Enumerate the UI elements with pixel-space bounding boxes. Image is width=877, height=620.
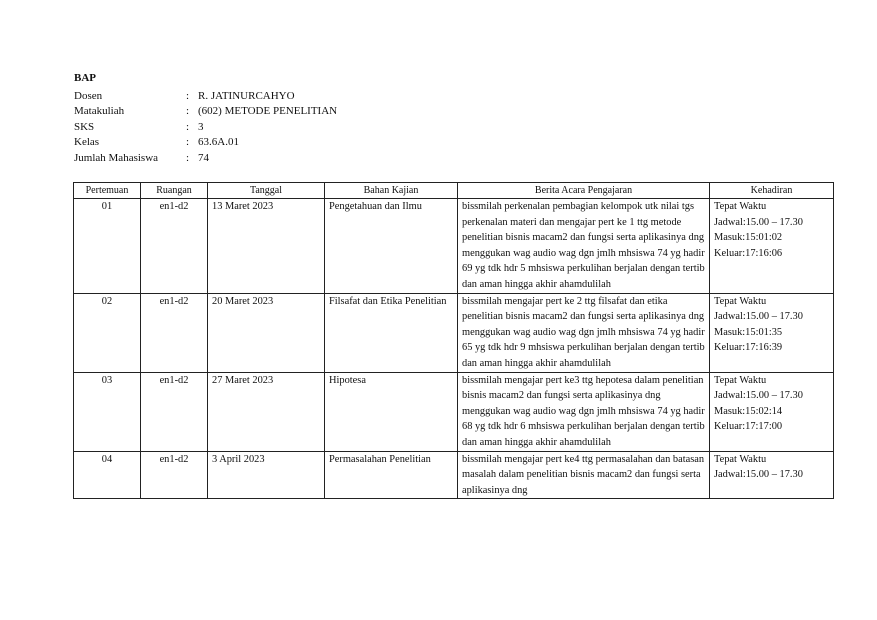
kehadiran-jadwal: Jadwal:15.00 – 17.30 [714,469,803,481]
kehadiran-keluar: Keluar:17:16:06 [714,247,783,259]
cell-bahan-kajian: Permasalahan Penelitian [325,451,458,499]
info-row-kelas [74,135,337,150]
info-separator: : [186,120,190,133]
cell-kehadiran [710,451,834,499]
kehadiran-masuk: Masuk:15:01:02 [714,232,783,244]
info-label: Matakuliah [74,105,125,118]
kehadiran-masuk: Masuk:15:01:35 [714,326,783,338]
cell-kehadiran [710,293,834,372]
cell-tanggal: 13 Maret 2023 [208,199,325,294]
cell-pertemuan: 01 [74,199,141,294]
table-row [74,451,834,499]
info-label: Kelas [74,136,100,149]
cell-bahan-kajian: Pengetahuan dan Ilmu [325,199,458,294]
cell-ruangan: en1-d2 [141,199,208,294]
table-row [74,372,834,451]
kehadiran-jadwal: Jadwal:15.00 – 17.30 [714,390,803,402]
kehadiran-status: Tepat Waktu [714,201,767,212]
cell-ruangan: en1-d2 [141,451,208,499]
info-value: (602) METODE PENELITIAN [198,105,338,118]
cell-kehadiran [710,372,834,451]
cell-ruangan: en1-d2 [141,293,208,372]
kehadiran-jadwal: Jadwal:15.00 – 17.30 [714,311,803,323]
kehadiran-keluar: Keluar:17:17:00 [714,421,783,433]
info-separator: : [186,151,190,164]
info-separator: : [186,105,190,118]
header-tanggal: Tanggal [208,183,325,199]
kehadiran-keluar: Keluar:17:16:39 [714,342,783,354]
kehadiran-masuk: Masuk:15:02:14 [714,405,783,417]
kehadiran-jadwal: Jadwal:15.00 – 17.30 [714,216,803,228]
info-value: R. JATINURCAHYO [198,90,295,102]
kehadiran-status: Tepat Waktu [714,295,767,307]
bap-table [73,182,834,499]
header-bahan-kajian: Bahan Kajian [325,183,458,199]
cell-berita-acara: bissmilah perkenalan pembagian kelompok utk nilai tgs perkenalan materi dan mengajar pert ke 1 ttg metode penelitian bisnis macam2 dan fungsi serta aplikasinya dng menggukan wag audio wag dgn jmlh mhsiswa 74 yg hadir 69 yg tdk hdr 5 mhsiswa perkulihan berjalan dengan tertib dan aman hingga akhir ahamdulilah [458,199,710,294]
info-value: 74 [198,151,209,164]
cell-bahan-kajian: Filsafat dan Etika Penelitian [325,293,458,372]
kehadiran-status: Tepat Waktu [714,453,767,465]
kehadiran-status: Tepat Waktu [714,374,767,386]
info-label: Dosen [74,90,103,102]
info-row-jumlah-mahasiswa [74,151,337,166]
course-info [74,89,337,166]
cell-bahan-kajian: Hipotesa [325,372,458,451]
table-row [74,293,834,372]
cell-tanggal: 20 Maret 2023 [208,293,325,372]
cell-berita-acara: bissmilah mengajar pert ke4 ttg permasalahan dan batasan masalah dalam penelitian bisnis macam2 dan fungsi serta aplikasinya dng [458,451,710,499]
header-berita-acara: Berita Acara Pengajaran [458,183,710,199]
info-label: SKS [74,120,95,133]
cell-pertemuan: 03 [74,372,141,451]
cell-kehadiran [710,199,834,294]
table-header-row [74,183,834,199]
cell-tanggal: 3 April 2023 [208,451,325,499]
table-row [74,199,834,294]
cell-ruangan: en1-d2 [141,372,208,451]
info-row-matakuliah [74,104,337,119]
info-separator: : [186,90,190,102]
header-kehadiran: Kehadiran [710,183,834,199]
info-row-dosen [74,89,337,104]
cell-pertemuan: 02 [74,293,141,372]
document-title: BAP [74,72,96,84]
info-label: Jumlah Mahasiswa [74,151,159,164]
info-row-sks [74,120,337,135]
cell-pertemuan: 04 [74,451,141,499]
info-value: 63.6A.01 [198,136,239,149]
header-ruangan: Ruangan [141,183,208,199]
cell-tanggal: 27 Maret 2023 [208,372,325,451]
cell-berita-acara: bissmilah mengajar pert ke 2 ttg filsafat dan etika penelitian bisnis macam2 dan fungsi serta aplikasinya dng menggukan wag audio wag dgn jmlh mhsiswa 74 yg hadir 65 yg tdk hdr 9 mhsiswa perkulihan berjalan dengan tertib dan aman hingga akhir ahamdulilah [458,293,710,372]
cell-berita-acara: bissmilah mengajar pert ke3 ttg hepotesa dalam penelitian bisnis macam2 dan fungsi serta aplikasinya dng menggukan wag audio wag dgn jmlh mhsiswa 74 yg hadir 68 yg tdk hdr 6 mhsiswa perkulihan berjalan dengan tertib dan aman hingga akhir ahamdulilah [458,372,710,451]
info-value: 3 [198,120,204,133]
info-separator: : [186,136,190,149]
header-pertemuan: Pertemuan [74,183,141,199]
